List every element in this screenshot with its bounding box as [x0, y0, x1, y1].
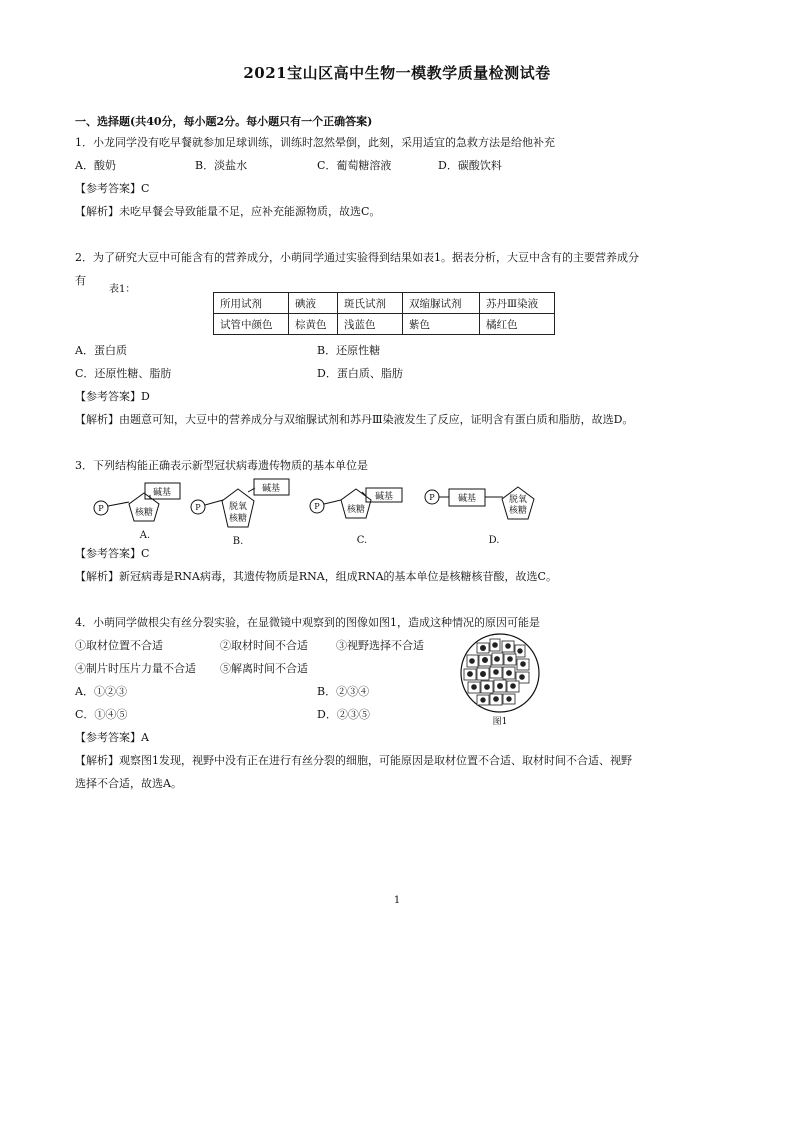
q4-stem: 4．小萌同学做根尖有丝分裂实验，在显微镜中观察到的图像如图1，造成这种情况的原因可能是: [75, 616, 540, 629]
q1-option-a: A．酸奶: [75, 159, 116, 172]
q4-reason-1: ①取材位置不合适: [75, 639, 163, 652]
q1-option-b: B．淡盐水: [195, 159, 248, 172]
table-cell: 浅蓝色: [338, 314, 403, 335]
page-number: 1: [393, 895, 401, 906]
q1-stem: 1．小龙同学没有吃早餐就参加足球训练，训练时忽然晕倒，此刻，采用适宜的急救方法是给他补充: [75, 136, 555, 149]
q4-analysis-cont: 选择不合适，故选A。: [75, 777, 182, 790]
base-label: 碱基: [261, 484, 281, 494]
sugar-label-bottom: 核糖: [228, 514, 248, 524]
q1-option-d: D．碳酸饮料: [438, 159, 502, 172]
diagram-letter-b: B.: [232, 536, 244, 547]
diagram-letter-a: A.: [139, 530, 151, 541]
table-cell: 橘红色: [480, 314, 555, 335]
q4-analysis: 【解析】观察图1发现，视野中没有正在进行有丝分裂的细胞，可能原因是取材位置不合适、取材时间不合适、视野: [75, 754, 632, 767]
q3-analysis: 【解析】新冠病毒是RNA病毒，其遗传物质是RNA，组成RNA的基本单位是核糖核苷酸，故选C。: [75, 570, 557, 583]
base-label: 碱基: [457, 494, 477, 504]
q2-analysis: 【解析】由题意可知，大豆中的营养成分与双缩脲试剂和苏丹Ⅲ染液发生了反应，证明含有蛋白质和脂肪，故选D。: [75, 413, 634, 426]
q4-option-d: D．②③⑤: [317, 708, 370, 721]
page-title: 2021宝山区高中生物一模教学质量检测试卷: [243, 64, 551, 82]
q2-option-a: A．蛋白质: [75, 344, 127, 357]
q4-reason-4: ④制片时压片力量不合适: [75, 662, 196, 675]
q1-option-c: C．葡萄糖溶液: [317, 159, 392, 172]
table-cell: 苏丹Ⅲ染液: [480, 293, 555, 314]
q2-option-d: D．蛋白质、脂肪: [317, 367, 403, 380]
figure-caption: 图1: [492, 717, 508, 727]
diagram-letter-c: C.: [356, 535, 368, 546]
q2-option-c: C．还原性糖、脂肪: [75, 367, 172, 380]
base-label: 碱基: [374, 492, 394, 502]
table-cell: 试管中颜色: [214, 314, 289, 335]
q4-reason-3: ③视野选择不合适: [336, 639, 424, 652]
q2-answer: 【参考答案】D: [75, 390, 150, 403]
table-cell: 棕黄色: [289, 314, 338, 335]
phosphate-label: P: [195, 503, 201, 512]
q4-option-c: C．①④⑤: [75, 708, 128, 721]
q2-stem-cont: 有: [75, 274, 86, 287]
phosphate-label: P: [429, 493, 435, 502]
nucleotide-diagrams: [0, 0, 794, 560]
diagram-letter-d: D.: [488, 535, 500, 546]
q2-stem: 2．为了研究大豆中可能含有的营养成分，小萌同学通过实验得到结果如表1。据表分析，大豆中含有的主要营养成分: [75, 251, 639, 264]
table-cell: 碘液: [289, 293, 338, 314]
sugar-label-top: 脱氧: [228, 502, 248, 512]
phosphate-label: P: [98, 504, 104, 513]
q1-answer: 【参考答案】C: [75, 182, 150, 195]
q4-option-b: B．②③④: [317, 685, 370, 698]
q2-option-b: B．还原性糖: [317, 344, 381, 357]
q4-reason-2: ②取材时间不合适: [220, 639, 308, 652]
q1-analysis: 【解析】未吃早餐会导致能量不足，应补充能源物质，故选C。: [75, 205, 381, 218]
table-caption: 表1：: [109, 284, 136, 295]
q3-answer: 【参考答案】C: [75, 547, 150, 560]
sugar-label: 核糖: [346, 505, 366, 515]
table-cell: 紫色: [403, 314, 480, 335]
q4-option-a: A．①②③: [75, 685, 127, 698]
microscope-figure: [455, 633, 545, 728]
q3-stem: 3．下列结构能正确表示新型冠状病毒遗传物质的基本单位是: [75, 459, 368, 472]
table-cell: 双缩脲试剂: [403, 293, 480, 314]
base-label: 碱基: [152, 488, 172, 498]
sugar-label: 核糖: [134, 508, 154, 518]
table-cell: 所用试剂: [214, 293, 289, 314]
sugar-label-bottom: 核糖: [508, 506, 528, 516]
q4-reason-5: ⑤解离时间不合适: [220, 662, 308, 675]
sugar-label-top: 脱氧: [508, 495, 528, 505]
section-heading: 一、选择题(共40分，每小题2分。每小题只有一个正确答案): [75, 115, 373, 128]
phosphate-label: P: [314, 502, 320, 511]
table-cell: 斑氏试剂: [338, 293, 403, 314]
q4-answer: 【参考答案】A: [75, 731, 149, 744]
